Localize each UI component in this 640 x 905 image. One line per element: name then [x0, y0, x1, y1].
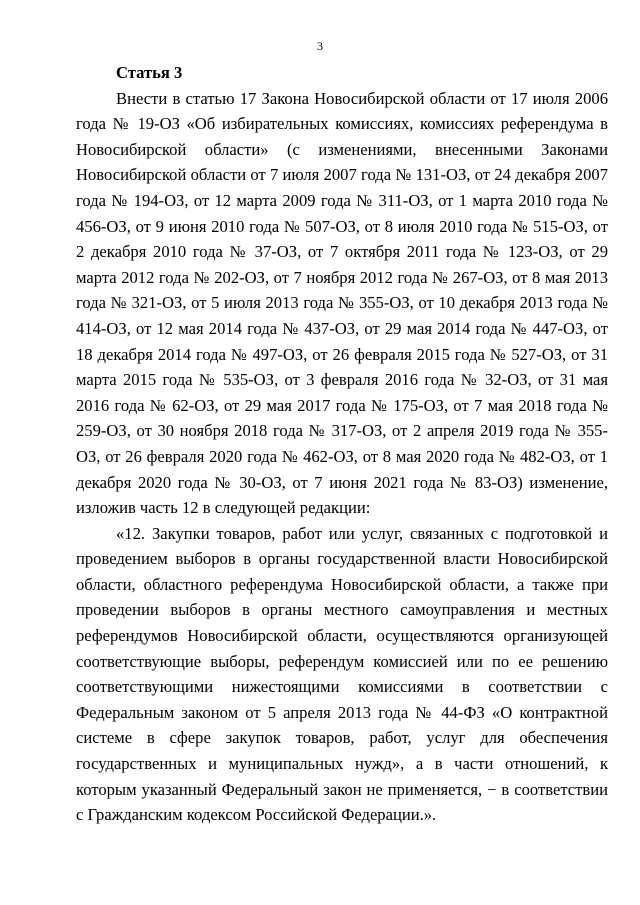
- amendment-paragraph: «12. Закупки товаров, работ или услуг, связанных с подготовкой и проведением выборов в органы государственной власти Новосибирской области, областного референдума Новосибирской области, а также при проведении выборов в органы местного самоуправления и местных референдумов Новосибирской области, осуществляются организующей соответствующие выборы, референдум комиссией или по ее решению соответствующими нижестоящими комиссиями в соответствии с Федеральным законом от 5 апреля 2013 года № 44-ФЗ «О контрактной системе в сфере закупок товаров, работ, услуг для обеспечения государственных и муниципальных нужд», а в части отношений, к которым указанный Федеральный закон не применяется, − в соответствии с Гражданским кодексом Российской Федерации.».: [76, 523, 608, 825]
- article-heading: Статья 3: [116, 63, 183, 82]
- article-intro-paragraph: Внести в статью 17 Закона Новосибирской области от 17 июля 2006 года № 19-ОЗ «Об избирательных комиссиях, комиссиях референдума в Новосибирской области» (с изменениями, внесенными Законами Новосибирской области от 7 июля 2007 года № 131-ОЗ, от 24 декабря 2007 года № 194-ОЗ, от 12 марта 2009 года № 311-ОЗ, от 1 марта 2010 года № 456-ОЗ, от 9 июня 2010 года № 507-ОЗ, от 8 июля 2010 года № 515-ОЗ, от 2 декабря 2010 года № 37-ОЗ, от 7 октября 2011 года № 123-ОЗ, от 29 марта 2012 года № 202-ОЗ, от 7 ноября 2012 года № 267-ОЗ, от 8 мая 2013 года № 321-ОЗ, от 5 июля 2013 года № 355-ОЗ, от 10 декабря 2013 года № 414-ОЗ, от 12 мая 2014 года № 437-ОЗ, от 29 мая 2014 года № 447-ОЗ, от 18 декабря 2014 года № 497-ОЗ, от 26 февраля 2015 года № 527-ОЗ, от 31 марта 2015 года № 535-ОЗ, от 3 февраля 2016 года № 32-ОЗ, от 31 мая 2016 года № 62-ОЗ, от 29 мая 2017 года № 175-ОЗ, от 7 мая 2018 года № 259-ОЗ, от 30 ноября 2018 года № 317-ОЗ, от 2 апреля 2019 года № 355-ОЗ, от 26 февраля 2020 года № 462-ОЗ, от 8 мая 2020 года № 482-ОЗ, от 1 декабря 2020 года № 30-ОЗ, от 7 июня 2021 года № 83-ОЗ) изменение, изложив часть 12 в следующей редакции:: [76, 88, 608, 518]
- document-body: [76, 60, 608, 828]
- page-number: 3: [317, 39, 323, 53]
